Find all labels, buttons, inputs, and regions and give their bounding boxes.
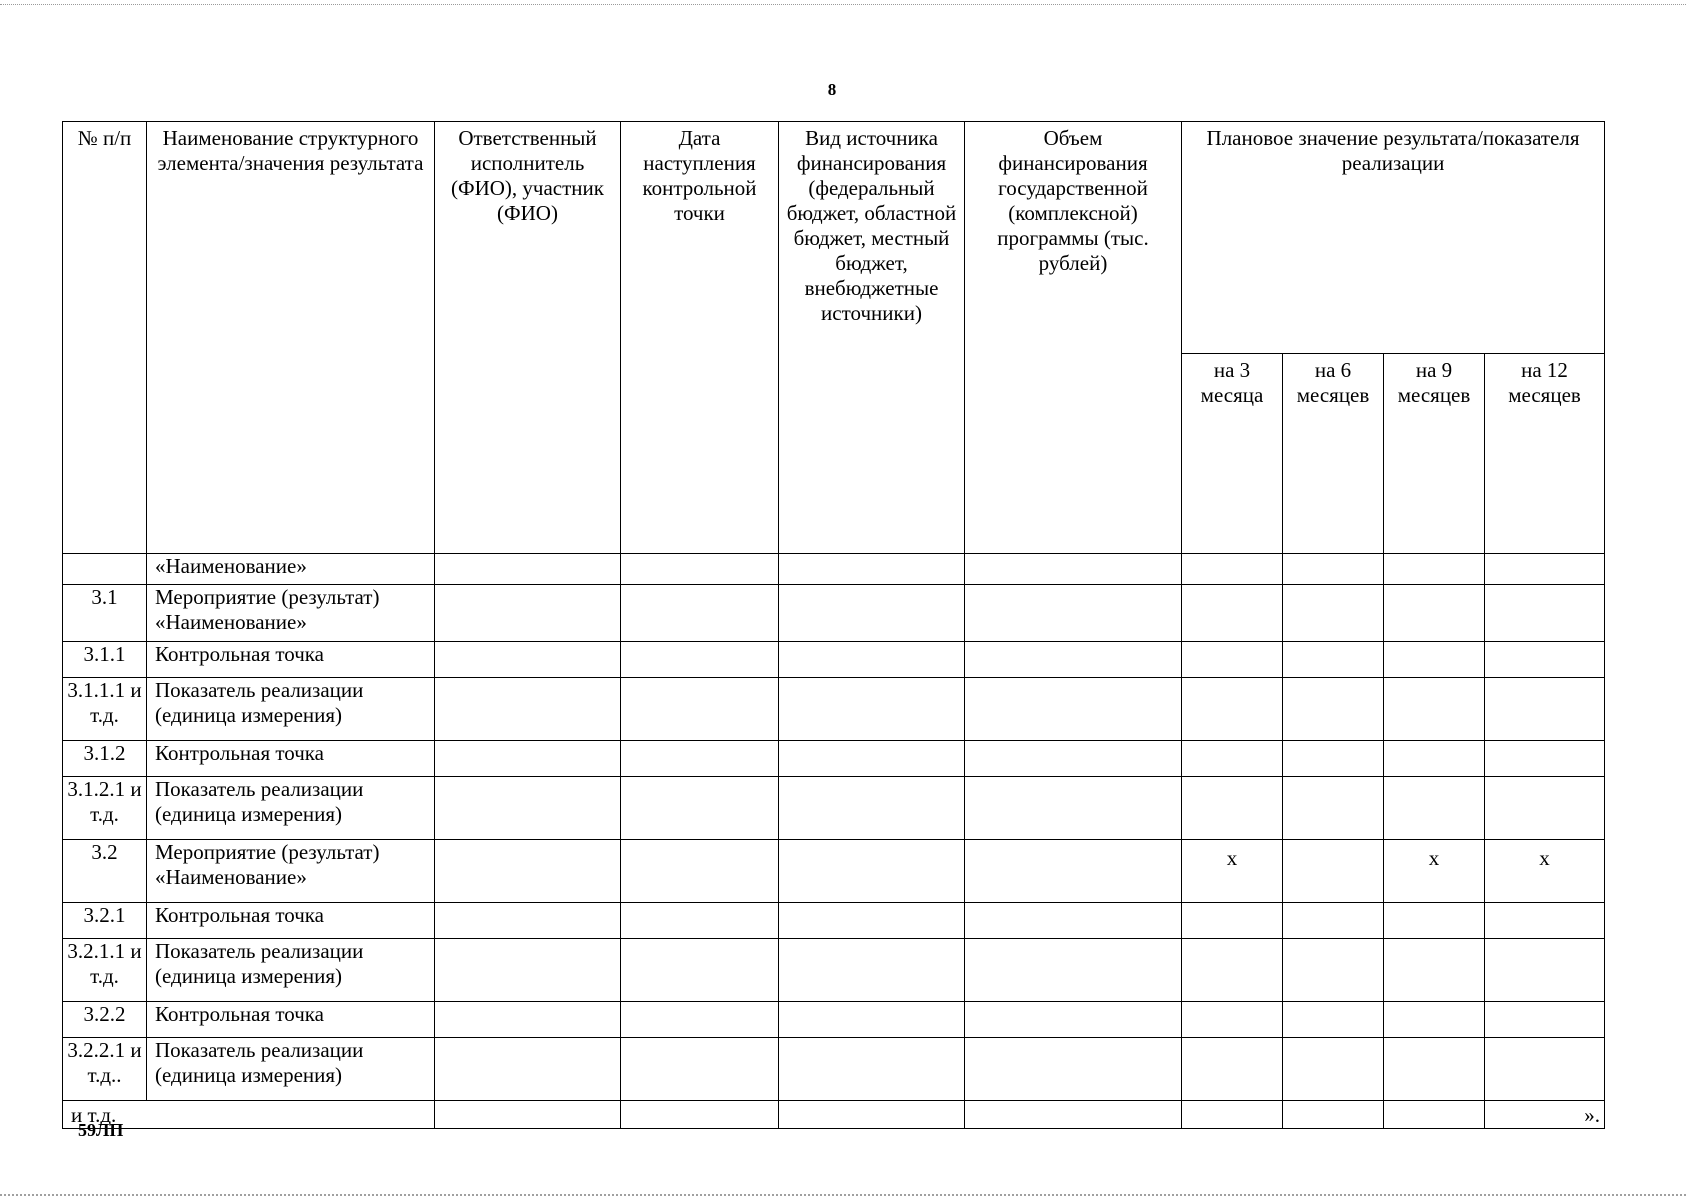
row-source (779, 1038, 965, 1101)
table-row-last (63, 1101, 1605, 1129)
row-name: Контрольная точка (147, 903, 435, 939)
row-q9 (1384, 1002, 1485, 1038)
row-source (779, 777, 965, 840)
row-source (779, 678, 965, 741)
row-volume (965, 903, 1182, 939)
header-q9: на 9 месяцев (1384, 354, 1485, 554)
row-q3 (1182, 741, 1283, 777)
row-q6 (1283, 840, 1384, 903)
row-num: 3.2.2.1 и т.д.. (63, 1038, 147, 1101)
row-num: 3.2.2 (63, 1002, 147, 1038)
row-q9 (1384, 939, 1485, 1002)
row-num: 3.1.1.1 и т.д. (63, 678, 147, 741)
row-q12 (1485, 777, 1605, 840)
row-q3 (1182, 585, 1283, 642)
row-q6 (1283, 642, 1384, 678)
row-q12 (1485, 741, 1605, 777)
row-date (621, 678, 779, 741)
row-responsible (435, 1101, 621, 1129)
row-name: Контрольная точка (147, 741, 435, 777)
row-responsible (435, 1002, 621, 1038)
row-q9 (1384, 678, 1485, 741)
row-q9 (1384, 585, 1485, 642)
row-date (621, 777, 779, 840)
header-volume: Объем финансирования государственной (комплексной) программы (тыс. рублей) (965, 122, 1182, 554)
header-responsible: Ответственный исполнитель (ФИО), участник (ФИО) (435, 122, 621, 554)
row-num: 3.1.1 (63, 642, 147, 678)
row-q3 (1182, 777, 1283, 840)
row-q6 (1283, 939, 1384, 1002)
row-date (621, 903, 779, 939)
row-volume (965, 939, 1182, 1002)
row-num (63, 554, 147, 585)
row-q3 (1182, 1101, 1283, 1129)
header-q6: на 6 месяцев (1283, 354, 1384, 554)
row-q3 (1182, 903, 1283, 939)
table-row (63, 903, 1605, 939)
row-q3 (1182, 642, 1283, 678)
row-volume (965, 840, 1182, 903)
row-date (621, 741, 779, 777)
row-q12 (1485, 903, 1605, 939)
header-q3: на 3 месяца (1182, 354, 1283, 554)
row-source (779, 585, 965, 642)
row-volume (965, 1002, 1182, 1038)
header-num: № п/п (63, 122, 147, 554)
row-q3 (1182, 1038, 1283, 1101)
row-source (779, 642, 965, 678)
table-row (63, 554, 1605, 585)
row-q9 (1384, 741, 1485, 777)
row-date (621, 1101, 779, 1129)
row-num: 3.1 (63, 585, 147, 642)
table-row (63, 1038, 1605, 1101)
row-name: Контрольная точка (147, 642, 435, 678)
row-name: Контрольная точка (147, 1002, 435, 1038)
row-date (621, 939, 779, 1002)
row-responsible (435, 840, 621, 903)
row-q9: x (1384, 840, 1485, 903)
row-responsible (435, 642, 621, 678)
row-q12 (1485, 554, 1605, 585)
row-q12 (1485, 678, 1605, 741)
row-num: 3.2.1.1 и т.д. (63, 939, 147, 1002)
row-name: «Наименование» (147, 554, 435, 585)
row-q6 (1283, 777, 1384, 840)
row-q12: x (1485, 840, 1605, 903)
row-volume (965, 585, 1182, 642)
row-name: Показатель реализации (единица измерения) (147, 1038, 435, 1101)
header-source: Вид источника финансирования (федеральный бюджет, областной бюджет, местный бюджет, внебюджетные источники) (779, 122, 965, 554)
row-num: 3.2.1 (63, 903, 147, 939)
row-q3 (1182, 554, 1283, 585)
row-num: 3.1.2.1 и т.д. (63, 777, 147, 840)
header-name: Наименование структурного элемента/значения результата (147, 122, 435, 554)
row-volume (965, 741, 1182, 777)
row-q12 (1485, 1038, 1605, 1101)
row-q6 (1283, 554, 1384, 585)
row-responsible (435, 777, 621, 840)
row-responsible (435, 741, 621, 777)
row-name: Показатель реализации (единица измерения) (147, 939, 435, 1002)
row-name: Показатель реализации (единица измерения) (147, 777, 435, 840)
row-q12 (1485, 585, 1605, 642)
header-q12: на 12 месяцев (1485, 354, 1605, 554)
table-row (63, 678, 1605, 741)
row-source (779, 1002, 965, 1038)
row-name: Показатель реализации (единица измерения) (147, 678, 435, 741)
header-planned: Плановое значение результата/показателя реализации (1182, 122, 1605, 354)
row-responsible (435, 554, 621, 585)
plan-table (62, 121, 1605, 1129)
row-responsible (435, 585, 621, 642)
scan-edge-bottom (0, 1194, 1686, 1196)
table-row (63, 1002, 1605, 1038)
table-row (63, 840, 1605, 903)
table-row (63, 741, 1605, 777)
row-q9 (1384, 777, 1485, 840)
row-volume (965, 642, 1182, 678)
row-q9 (1384, 554, 1485, 585)
last-row-label: и т.д. (63, 1101, 435, 1129)
row-date (621, 554, 779, 585)
row-responsible (435, 1038, 621, 1101)
end-quote-mark: ». (1485, 1101, 1605, 1129)
row-q6 (1283, 1101, 1384, 1129)
row-source (779, 903, 965, 939)
table-row (63, 585, 1605, 642)
row-date (621, 642, 779, 678)
row-q3 (1182, 678, 1283, 741)
row-date (621, 585, 779, 642)
row-q6 (1283, 1038, 1384, 1101)
row-q3 (1182, 1002, 1283, 1038)
table-header (63, 122, 1605, 554)
row-responsible (435, 678, 621, 741)
table-body (63, 554, 1605, 1129)
row-name: Мероприятие (результат) «Наименование» (147, 840, 435, 903)
row-responsible (435, 939, 621, 1002)
table-row (63, 939, 1605, 1002)
row-q3: x (1182, 840, 1283, 903)
row-source (779, 840, 965, 903)
row-q12 (1485, 1002, 1605, 1038)
row-date (621, 1002, 779, 1038)
row-num: 3.2 (63, 840, 147, 903)
row-q9 (1384, 1101, 1485, 1129)
row-q6 (1283, 903, 1384, 939)
footer-code: 59ЛП (78, 1120, 124, 1140)
header-date: Дата наступления контрольной точки (621, 122, 779, 554)
row-volume (965, 1101, 1182, 1129)
row-q6 (1283, 741, 1384, 777)
row-q12 (1485, 939, 1605, 1002)
page-number: 8 (827, 80, 837, 99)
row-source (779, 554, 965, 585)
row-q9 (1384, 642, 1485, 678)
row-q6 (1283, 678, 1384, 741)
row-source (779, 741, 965, 777)
row-name: Мероприятие (результат) «Наименование» (147, 585, 435, 642)
row-q9 (1384, 903, 1485, 939)
scan-edge-top (0, 4, 1686, 5)
table-row (63, 642, 1605, 678)
row-source (779, 1101, 965, 1129)
row-volume (965, 678, 1182, 741)
row-q9 (1384, 1038, 1485, 1101)
row-date (621, 840, 779, 903)
row-q6 (1283, 1002, 1384, 1038)
row-date (621, 1038, 779, 1101)
row-volume (965, 1038, 1182, 1101)
row-q12 (1485, 642, 1605, 678)
row-volume (965, 554, 1182, 585)
row-q3 (1182, 939, 1283, 1002)
row-num: 3.1.2 (63, 741, 147, 777)
row-source (779, 939, 965, 1002)
row-volume (965, 777, 1182, 840)
table-row (63, 777, 1605, 840)
row-responsible (435, 903, 621, 939)
row-q6 (1283, 585, 1384, 642)
